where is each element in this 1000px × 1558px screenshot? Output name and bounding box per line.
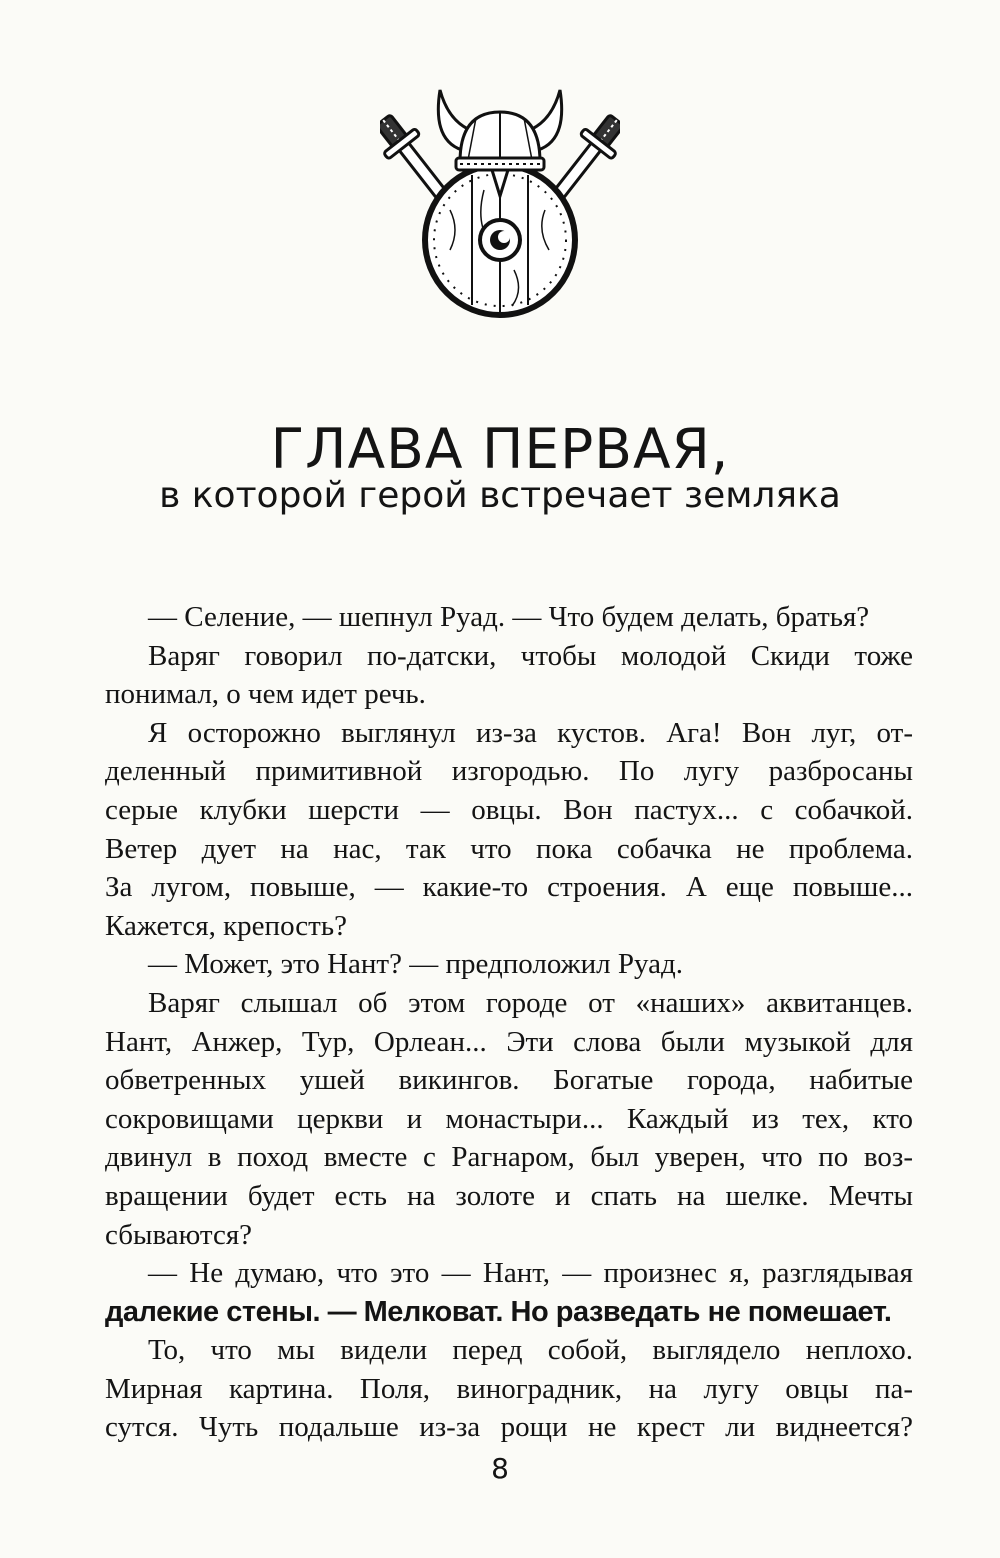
text-line: — Может, это Нант? — предположил Руад. [148, 948, 684, 981]
text-line: понимал, о чем идет речь. [105, 678, 426, 711]
text-line: двинул в поход вместе с Рагнаром, был уверен, что по воз- [105, 1141, 913, 1174]
text-line: За лугом, повыше, — какие-то строения. А еще повыше... [105, 871, 913, 904]
text-line: сутся. Чуть подальше из-за рощи не крест ли виднеется? [105, 1411, 913, 1444]
text-line: сбываются? [105, 1218, 253, 1251]
paragraph [105, 598, 913, 637]
page-number: 8 [491, 1452, 509, 1485]
text-line: Нант, Анжер, Тур, Орлеан... Эти слова были музыкой для [105, 1025, 913, 1058]
viking-emblem-icon [380, 80, 620, 360]
text-line: Мирная картина. Поля, виноградник, на лугу овцы па- [105, 1372, 913, 1405]
text-line: Я осторожно выглянул из-за кустов. Ага! Вон луг, от- [148, 716, 913, 749]
paragraph [105, 714, 913, 946]
text-line: деленный примитивной изгородью. По лугу разбросаны [105, 755, 913, 788]
chapter-subtitle: в которой герой встречает земляка [159, 475, 841, 516]
body-text [105, 598, 913, 1447]
text-line: вращении будет есть на золоте и спать на шелке. Мечты [105, 1179, 913, 1212]
text-line: Варяг слышал об этом городе от «наших» аквитанцев. [148, 986, 913, 1019]
text-line: Варяг говорил по-датски, чтобы молодой Скиди тоже [148, 639, 913, 672]
text-line: далекие стены. — Мелковат. Но разведать не помешает. [105, 1295, 892, 1328]
chapter-title: ГЛАВА ПЕРВАЯ, [270, 416, 730, 481]
text-line: — Не думаю, что это — Нант, — произнес я, разглядывая [148, 1257, 913, 1290]
text-line: Кажется, крепость? [105, 909, 347, 942]
paragraph [105, 1254, 913, 1331]
paragraph [105, 1331, 913, 1447]
paragraph [105, 637, 913, 714]
text-line: сокровищами церкви и монастыри... Каждый из тех, кто [105, 1102, 913, 1135]
text-line: То, что мы видели перед собой, выглядело неплохо. [148, 1334, 913, 1367]
paragraph [105, 945, 913, 984]
text-line: обветренных ушей викингов. Богатые города, набитые [105, 1064, 913, 1097]
paragraph [105, 984, 913, 1254]
text-line: Ветер дует на нас, так что пока собачка не проблема. [105, 832, 913, 865]
text-line: серые клубки шерсти — овцы. Вон пастух... с собачкой. [105, 793, 913, 826]
text-line: — Селение, — шепнул Руад. — Что будем делать, братья? [148, 601, 870, 633]
